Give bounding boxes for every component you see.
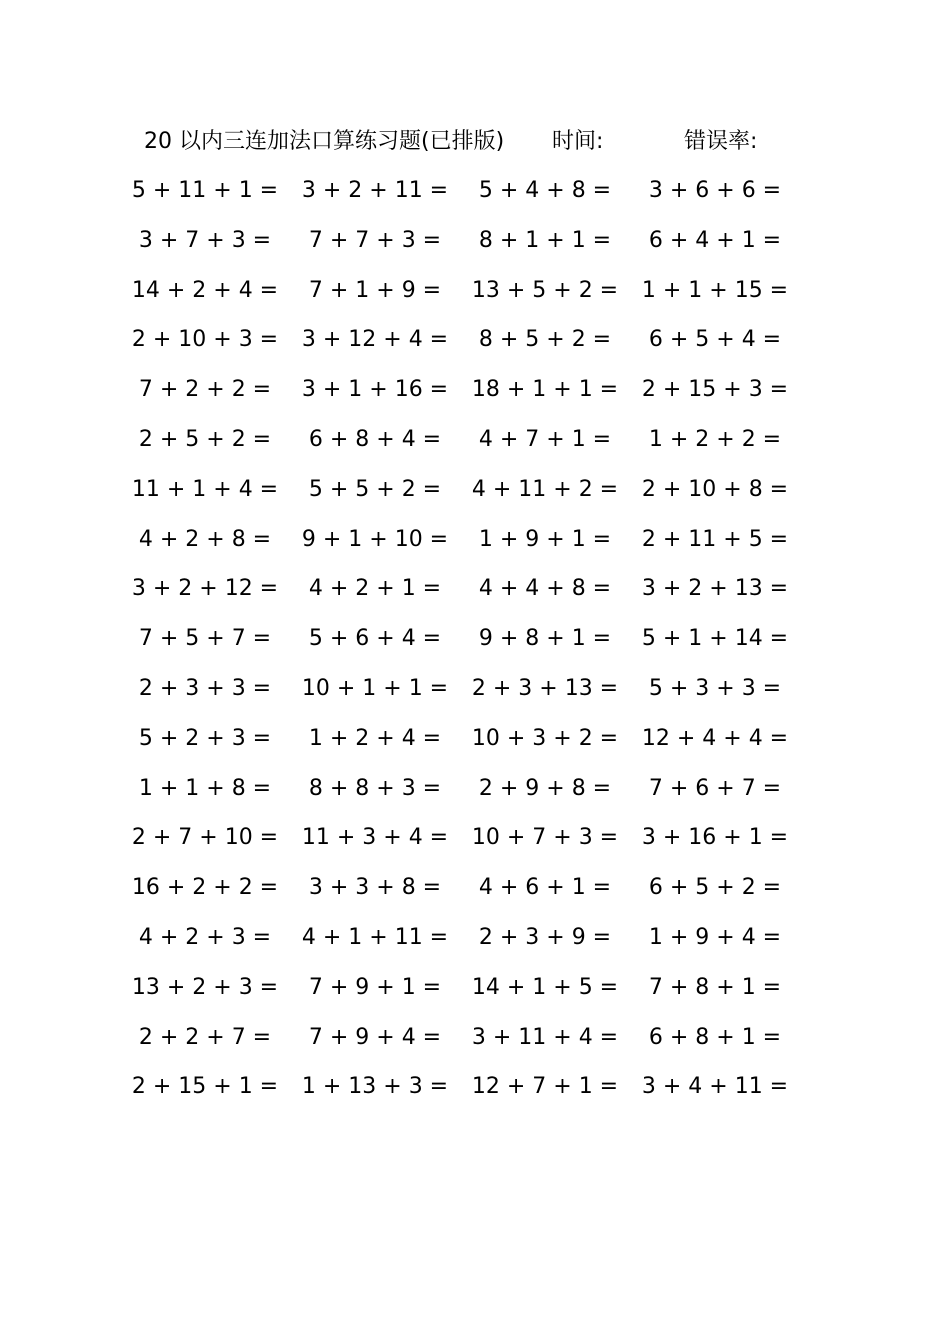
- problem-row: [120, 172, 800, 222]
- math-problem: 16 + 2 + 2 =: [131, 875, 279, 901]
- math-problem: 2 + 5 + 2 =: [138, 426, 272, 452]
- math-problem: 2 + 15 + 1 =: [131, 1074, 279, 1100]
- math-problem: 7 + 1 + 9 =: [308, 277, 442, 303]
- math-problem: 4 + 2 + 3 =: [138, 924, 272, 950]
- problem-row: [120, 570, 800, 620]
- problem-row: [120, 1068, 800, 1118]
- math-problem: 3 + 2 + 12 =: [131, 576, 279, 602]
- math-problem: 2 + 15 + 3 =: [641, 377, 789, 403]
- problem-row: [120, 770, 800, 820]
- math-problem: 1 + 1 + 15 =: [641, 277, 789, 303]
- math-problem: 8 + 1 + 1 =: [478, 227, 612, 253]
- math-problem: 5 + 5 + 2 =: [308, 476, 442, 502]
- math-problem: 4 + 1 + 11 =: [301, 924, 449, 950]
- math-problem: 2 + 3 + 13 =: [471, 675, 619, 701]
- math-problem: 2 + 3 + 3 =: [138, 675, 272, 701]
- math-problem: 7 + 6 + 7 =: [648, 775, 782, 801]
- problem-row: [120, 620, 800, 670]
- math-problem: 10 + 3 + 2 =: [471, 725, 619, 751]
- math-problem: 4 + 6 + 1 =: [478, 875, 612, 901]
- problem-row: [120, 1019, 800, 1069]
- math-problem: 1 + 2 + 4 =: [308, 725, 442, 751]
- math-problem: 6 + 4 + 1 =: [648, 227, 782, 253]
- math-problem: 3 + 6 + 6 =: [648, 178, 782, 203]
- math-problem: 7 + 7 + 3 =: [308, 227, 442, 253]
- math-problem: 6 + 5 + 2 =: [648, 875, 782, 901]
- problem-grid: [120, 172, 800, 1118]
- math-problem: 7 + 2 + 2 =: [138, 377, 272, 403]
- problem-row: [120, 670, 800, 720]
- math-problem: 5 + 1 + 14 =: [641, 626, 789, 652]
- math-problem: 18 + 1 + 1 =: [471, 377, 619, 403]
- problem-row: [120, 869, 800, 919]
- problem-row: [120, 222, 800, 272]
- math-problem: 1 + 9 + 1 =: [478, 526, 612, 552]
- math-problem: 1 + 13 + 3 =: [301, 1074, 449, 1100]
- math-problem: 3 + 3 + 8 =: [308, 875, 442, 901]
- math-problem: 1 + 2 + 2 =: [648, 426, 782, 452]
- math-problem: 6 + 5 + 4 =: [648, 327, 782, 353]
- math-problem: 6 + 8 + 1 =: [648, 1024, 782, 1050]
- math-problem: 2 + 2 + 7 =: [138, 1024, 272, 1050]
- problem-row: [120, 521, 800, 571]
- math-problem: 2 + 9 + 8 =: [478, 775, 612, 801]
- problem-row: [120, 819, 800, 869]
- math-problem: 13 + 2 + 3 =: [131, 974, 279, 1000]
- math-problem: 2 + 10 + 8 =: [641, 476, 789, 502]
- math-problem: 3 + 7 + 3 =: [138, 227, 272, 253]
- math-problem: 6 + 8 + 4 =: [308, 426, 442, 452]
- error-rate-label: 错误率:: [684, 129, 758, 154]
- math-problem: 3 + 11 + 4 =: [471, 1024, 619, 1050]
- problem-row: [120, 720, 800, 770]
- worksheet-title: 20 以内三连加法口算练习题(已排版): [144, 129, 505, 154]
- math-problem: 5 + 4 + 8 =: [478, 178, 612, 203]
- time-label: 时间:: [552, 129, 604, 154]
- math-problem: 4 + 11 + 2 =: [471, 476, 619, 502]
- math-problem: 13 + 5 + 2 =: [471, 277, 619, 303]
- math-problem: 4 + 7 + 1 =: [478, 426, 612, 452]
- math-problem: 7 + 9 + 1 =: [308, 974, 442, 1000]
- math-problem: 10 + 1 + 1 =: [301, 675, 449, 701]
- math-problem: 3 + 4 + 11 =: [641, 1074, 789, 1100]
- math-problem: 8 + 8 + 3 =: [308, 775, 442, 801]
- math-problem: 3 + 2 + 13 =: [641, 576, 789, 602]
- math-problem: 5 + 3 + 3 =: [648, 675, 782, 701]
- math-problem: 2 + 10 + 3 =: [131, 327, 279, 353]
- math-problem: 3 + 2 + 11 =: [301, 178, 449, 203]
- math-problem: 3 + 16 + 1 =: [641, 825, 789, 851]
- problem-row: [120, 919, 800, 969]
- math-problem: 4 + 2 + 1 =: [308, 576, 442, 602]
- math-problem: 5 + 2 + 3 =: [138, 725, 272, 751]
- math-problem: 14 + 1 + 5 =: [471, 974, 619, 1000]
- math-problem: 5 + 11 + 1 =: [131, 178, 279, 203]
- problem-row: [120, 371, 800, 421]
- math-problem: 3 + 12 + 4 =: [301, 327, 449, 353]
- problem-row: [120, 969, 800, 1019]
- math-problem: 2 + 3 + 9 =: [478, 924, 612, 950]
- math-problem: 2 + 7 + 10 =: [131, 825, 279, 851]
- math-problem: 9 + 1 + 10 =: [301, 526, 449, 552]
- problem-row: [120, 421, 800, 471]
- math-problem: 7 + 8 + 1 =: [648, 974, 782, 1000]
- math-problem: 9 + 8 + 1 =: [478, 626, 612, 652]
- math-problem: 11 + 1 + 4 =: [131, 476, 279, 502]
- math-problem: 2 + 11 + 5 =: [641, 526, 789, 552]
- problem-row: [120, 471, 800, 521]
- math-problem: 1 + 9 + 4 =: [648, 924, 782, 950]
- problem-row: [120, 321, 800, 371]
- math-problem: 1 + 1 + 8 =: [138, 775, 272, 801]
- math-problem: 4 + 4 + 8 =: [478, 576, 612, 602]
- math-problem: 12 + 7 + 1 =: [471, 1074, 619, 1100]
- math-problem: 11 + 3 + 4 =: [301, 825, 449, 851]
- math-problem: 8 + 5 + 2 =: [478, 327, 612, 353]
- math-problem: 4 + 2 + 8 =: [138, 526, 272, 552]
- worksheet-header: [144, 126, 824, 158]
- math-problem: 3 + 1 + 16 =: [301, 377, 449, 403]
- math-problem: 7 + 9 + 4 =: [308, 1024, 442, 1050]
- problem-row: [120, 272, 800, 322]
- math-problem: 14 + 2 + 4 =: [131, 277, 279, 303]
- math-problem: 7 + 5 + 7 =: [138, 626, 272, 652]
- math-problem: 10 + 7 + 3 =: [471, 825, 619, 851]
- math-problem: 12 + 4 + 4 =: [641, 725, 789, 751]
- math-problem: 5 + 6 + 4 =: [308, 626, 442, 652]
